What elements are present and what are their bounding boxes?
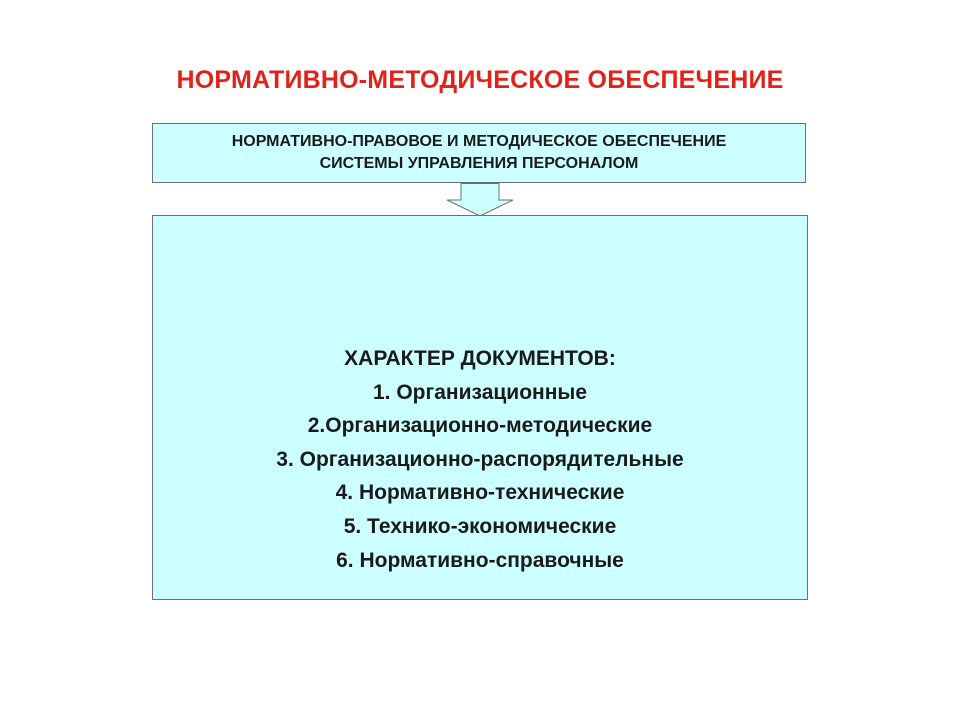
document-types-heading: ХАРАКТЕР ДОКУМЕНТОВ: [344,347,616,370]
framework-box-line-2: СИСТЕМЫ УПРАВЛЕНИЯ ПЕРСОНАЛОМ [319,155,639,172]
document-type-item: 6. Нормативно-справочные [336,548,624,572]
document-types-list [153,342,807,577]
document-types-box [152,215,808,600]
document-type-item: 3. Организационно-распорядительные [276,447,684,471]
document-type-item: 4. Нормативно-технические [335,481,625,505]
down-arrow-connector [446,183,514,217]
slide-title: НОРМАТИВНО-МЕТОДИЧЕСКОЕ ОБЕСПЕЧЕНИЕ [176,66,784,94]
document-type-item: 2.Организационно-методические [307,414,653,438]
framework-box [152,123,806,183]
framework-box-line-1: НОРМАТИВНО-ПРАВОВОЕ И МЕТОДИЧЕСКОЕ ОБЕСПЕЧЕНИЕ [231,133,727,150]
document-type-item: 1. Организационные [373,380,587,404]
document-type-item: 5. Технико-экономические [343,514,617,538]
